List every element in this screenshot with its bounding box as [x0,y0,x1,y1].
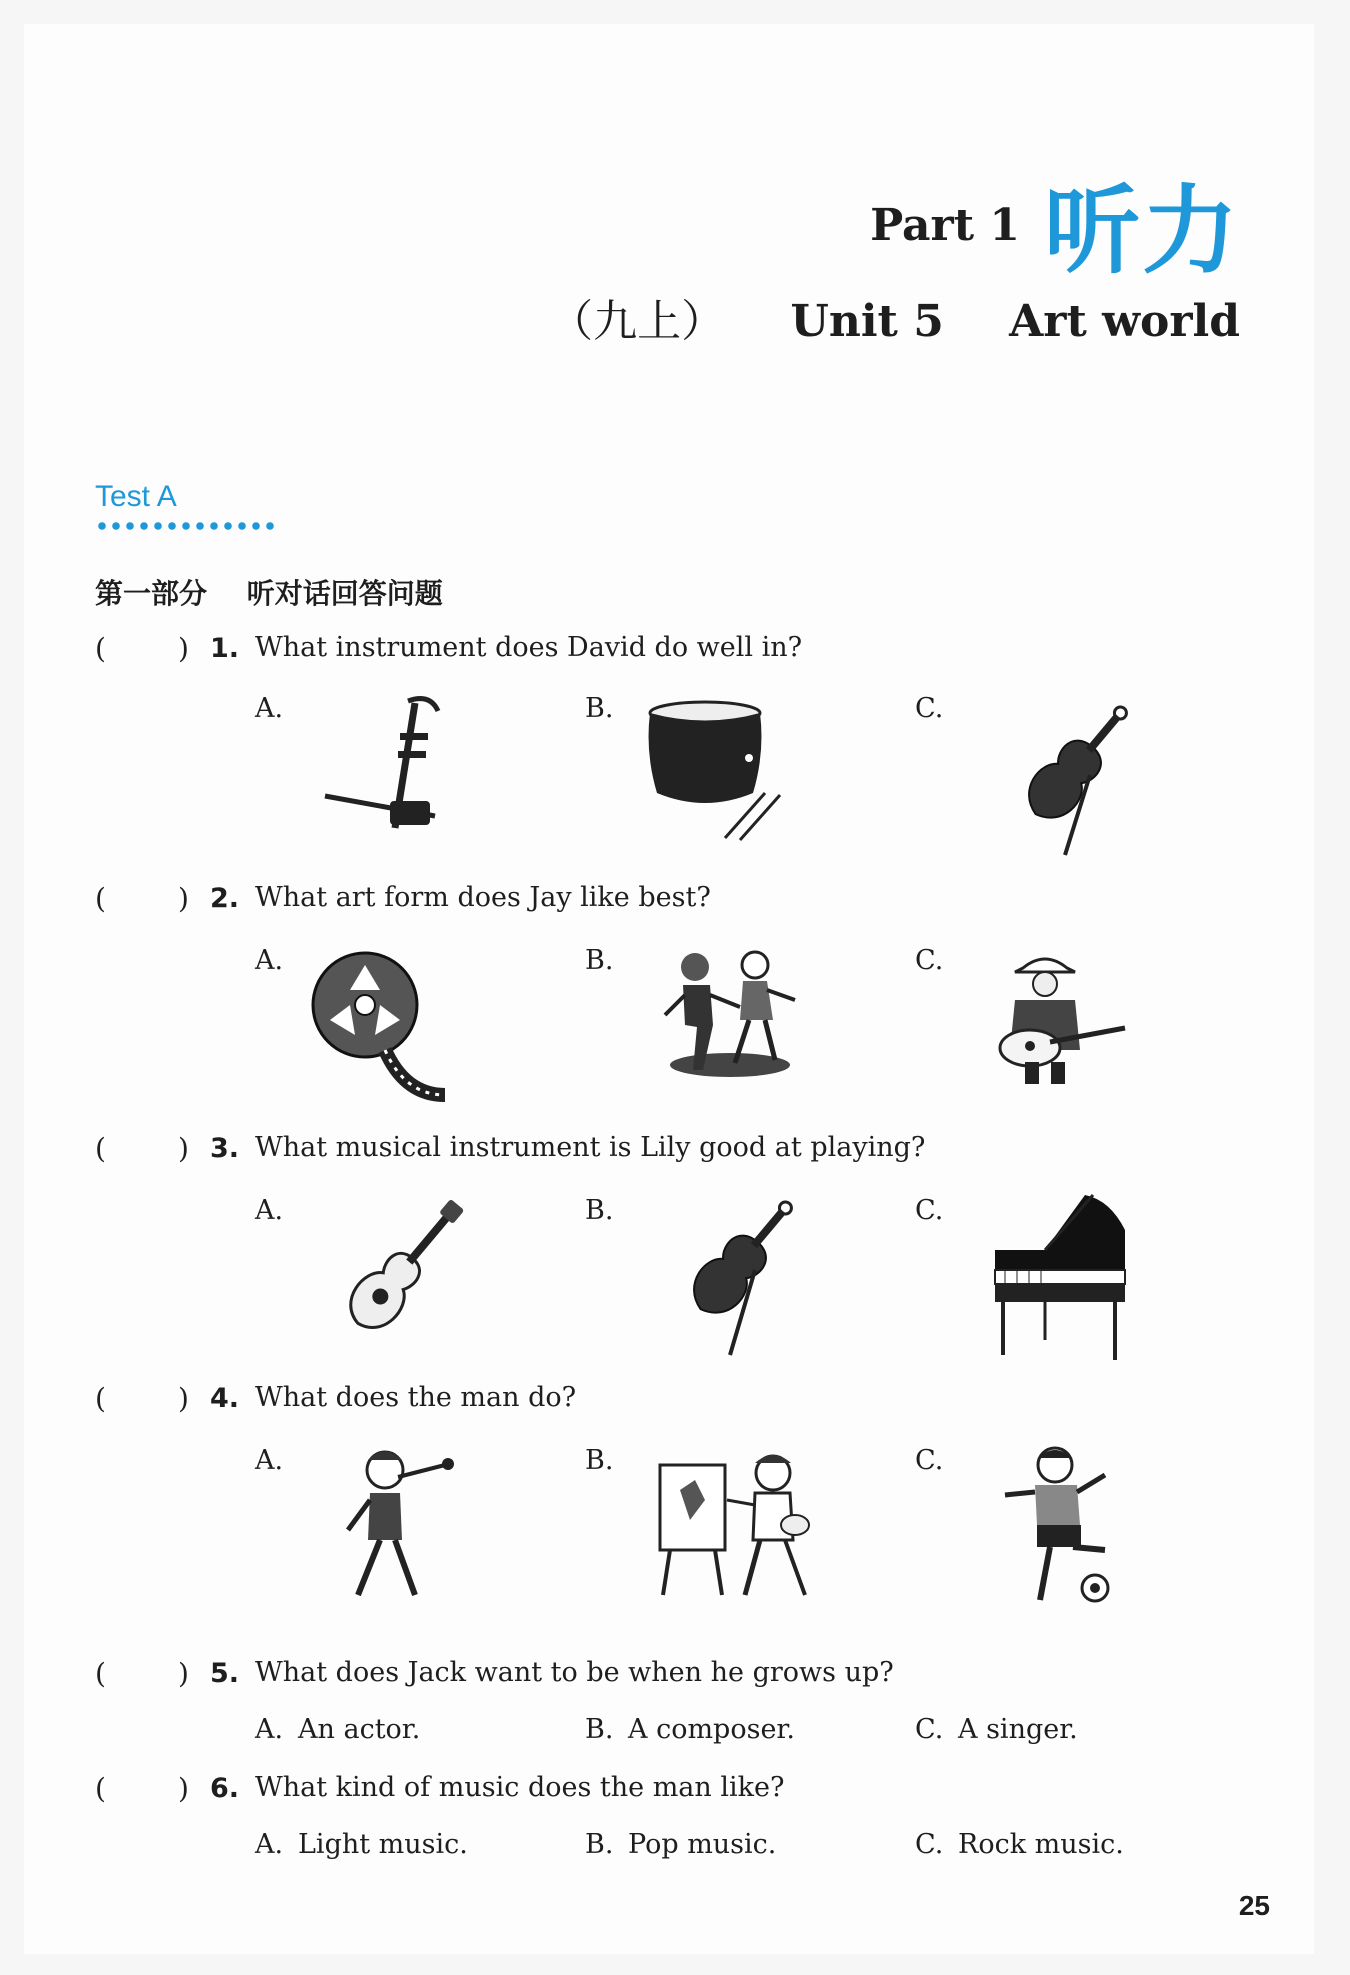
option-text[interactable]: Pop music. [628,1829,777,1860]
answer-paren-close[interactable]: ) [178,1657,189,1690]
answer-paren-close[interactable]: ) [178,1772,189,1805]
option-letter: A. [255,1445,284,1476]
answer-paren-open[interactable]: ( [95,1772,106,1805]
option-letter: A. [255,1714,284,1745]
dancers-icon[interactable] [655,945,805,1085]
section-text: 听对话回答问题 [246,577,443,610]
option-letter: C. [915,693,944,724]
part-label: Part 1 [870,200,1020,251]
option-letter: B. [585,693,614,724]
option-letter: B. [585,1195,614,1226]
option-text[interactable]: An actor. [298,1714,421,1745]
question-text: What art form does Jay like best? [255,882,711,913]
option-text[interactable]: A singer. [958,1714,1078,1745]
option-letter: C. [915,1445,944,1476]
answer-paren-open[interactable]: ( [95,1657,106,1690]
erhu-icon[interactable] [320,693,480,843]
drum-icon[interactable] [645,698,795,843]
question-number: 2. [210,883,240,914]
answer-paren-close[interactable]: ) [178,1132,189,1165]
answer-paren-open[interactable]: ( [95,1132,106,1165]
question-number: 3. [210,1133,240,1164]
option-text[interactable]: A composer. [628,1714,795,1745]
part-title-cn: 听力 [1044,175,1240,287]
option-letter: C. [915,1829,944,1860]
unit-title: Art world [1009,296,1240,347]
option-letter: A. [255,1829,284,1860]
unit-subtitle [549,285,1240,349]
painter-icon[interactable] [655,1445,815,1605]
singer-icon[interactable] [340,1445,470,1605]
answer-paren-open[interactable]: ( [95,632,106,665]
football-player-icon[interactable] [995,1440,1130,1610]
test-tag: Test A [95,480,177,513]
option-letter: C. [915,1714,944,1745]
section-label: 第一部分 [95,577,208,610]
question-text: What does the man do? [255,1382,577,1413]
question-number: 4. [210,1383,240,1414]
option-letter: B. [585,1714,614,1745]
option-letter: C. [915,1195,944,1226]
question-text: What instrument does David do well in? [255,632,803,663]
answer-paren-close[interactable]: ) [178,882,189,915]
answer-paren-close[interactable]: ) [178,1382,189,1415]
answer-paren-close[interactable]: ) [178,632,189,665]
option-letter: C. [915,945,944,976]
guitarist-icon[interactable] [985,950,1130,1085]
guitar-icon[interactable] [325,1195,465,1345]
film-reel-icon[interactable] [310,945,450,1105]
option-text[interactable]: Light music. [298,1829,468,1860]
option-text[interactable]: Rock music. [958,1829,1124,1860]
question-text: What musical instrument is Lily good at playing? [255,1132,926,1163]
option-letter: A. [255,1195,284,1226]
question-number: 5. [210,1658,240,1689]
option-letter: A. [255,693,284,724]
answer-paren-open[interactable]: ( [95,1382,106,1415]
option-letter: B. [585,945,614,976]
dotted-underline [95,521,275,531]
grade-label: （九上） [549,296,726,347]
section-title [95,572,443,612]
violin-icon[interactable] [655,1200,795,1360]
option-letter: B. [585,1829,614,1860]
question-number: 1. [210,633,240,664]
unit-label: Unit 5 [790,296,944,347]
answer-paren-open[interactable]: ( [95,882,106,915]
piano-icon[interactable] [985,1190,1135,1365]
question-text: What does Jack want to be when he grows up? [255,1657,894,1688]
option-letter: A. [255,945,284,976]
question-number: 6. [210,1773,240,1804]
page-number: 25 [1238,1890,1270,1921]
option-letter: B. [585,1445,614,1476]
question-text: What kind of music does the man like? [255,1772,785,1803]
violin-icon[interactable] [990,705,1130,865]
